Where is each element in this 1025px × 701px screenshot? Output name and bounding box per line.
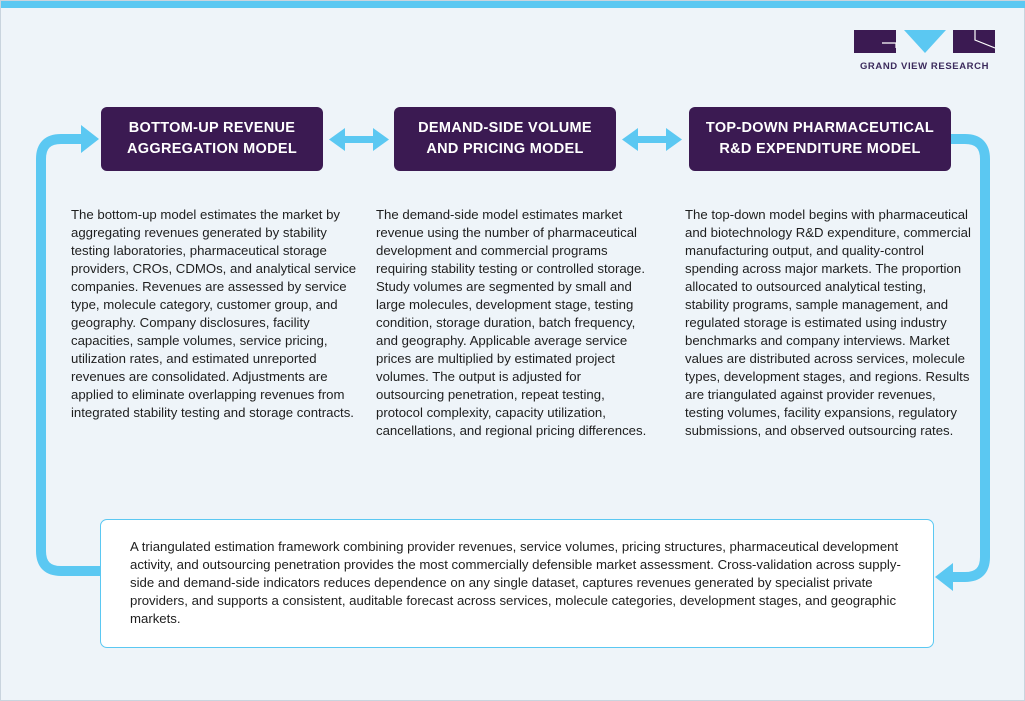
double-arrow-2-icon (622, 128, 682, 151)
box-title-line: TOP-DOWN PHARMACEUTICAL (705, 120, 935, 136)
left-loop-arrowhead-icon (81, 125, 99, 153)
summary-text: A triangulated estimation framework combining provider revenues, service volumes, pricing structures, pharmaceutical development activity, and outsourcing penetration provides the most commercially defensible market assessment. Cross-validation across supply-side and demand-side indicators reduces dependence on any single dataset, captures revenues generated by specialist private providers, and supports a consistent, auditable forecast across services, molecule categories, development stages, and geographic markets. (130, 539, 901, 626)
box-title-line: R&D EXPENDITURE MODEL (719, 141, 921, 157)
triangulation-summary-box (100, 519, 934, 648)
box-title-line: AGGREGATION MODEL (127, 141, 297, 157)
box-title-line: BOTTOM-UP REVENUE (128, 120, 296, 136)
top-down-description: The top-down model begins with pharmaceutical and biotechnology R&D expenditure, commercial manufacturing output, and quality-control spending across major markets. The proportion allocated to outsourced analytical testing, stability programs, sample management, and regulated storage is estimated using industry benchmarks and company interviews. Market values are distributed across services, molecule types, development stages, and regions. Results are triangulated against provider revenues, testing volumes, facility expansions, regulatory submissions, and observed outsourcing rates. (685, 207, 971, 438)
right-loop-arrowhead-icon (935, 563, 953, 591)
bottom-up-description: The bottom-up model estimates the market by aggregating revenues generated by stability testing laboratories, pharmaceutical storage providers, CROs, CDMOs, and analytical service companies. Revenues are assessed by service type, molecule category, customer group, and geography. Company disclosures, facility capacities, sample volumes, service pricing, utilization rates, and estimated unreported revenues are consolidated. Adjustments are applied to eliminate overlapping revenues from integrated stability testing and storage contracts. (71, 207, 357, 420)
bottom-up-model-box (101, 107, 323, 171)
box-title-line: DEMAND-SIDE VOLUME (418, 120, 592, 136)
logo-wordmark: GRAND VIEW RESEARCH (859, 61, 990, 72)
double-arrow-1-icon (329, 128, 389, 151)
demand-side-model-box (394, 107, 616, 171)
box-title-line: AND PRICING MODEL (426, 141, 584, 157)
top-down-model-box (689, 107, 951, 171)
demand-side-description: The demand-side model estimates market revenue using the number of pharmaceutical development and commercial programs requiring stability testing or controlled storage. Study volumes are segmented by small and large molecules, development stage, testing condition, storage duration, batch frequency, and geography. Applicable average service prices are multiplied by estimated project volumes. The output is adjusted for outsourcing penetration, repeat testing, protocol complexity, capacity utilization, cancellations, and regional pricing differences. (376, 207, 647, 438)
